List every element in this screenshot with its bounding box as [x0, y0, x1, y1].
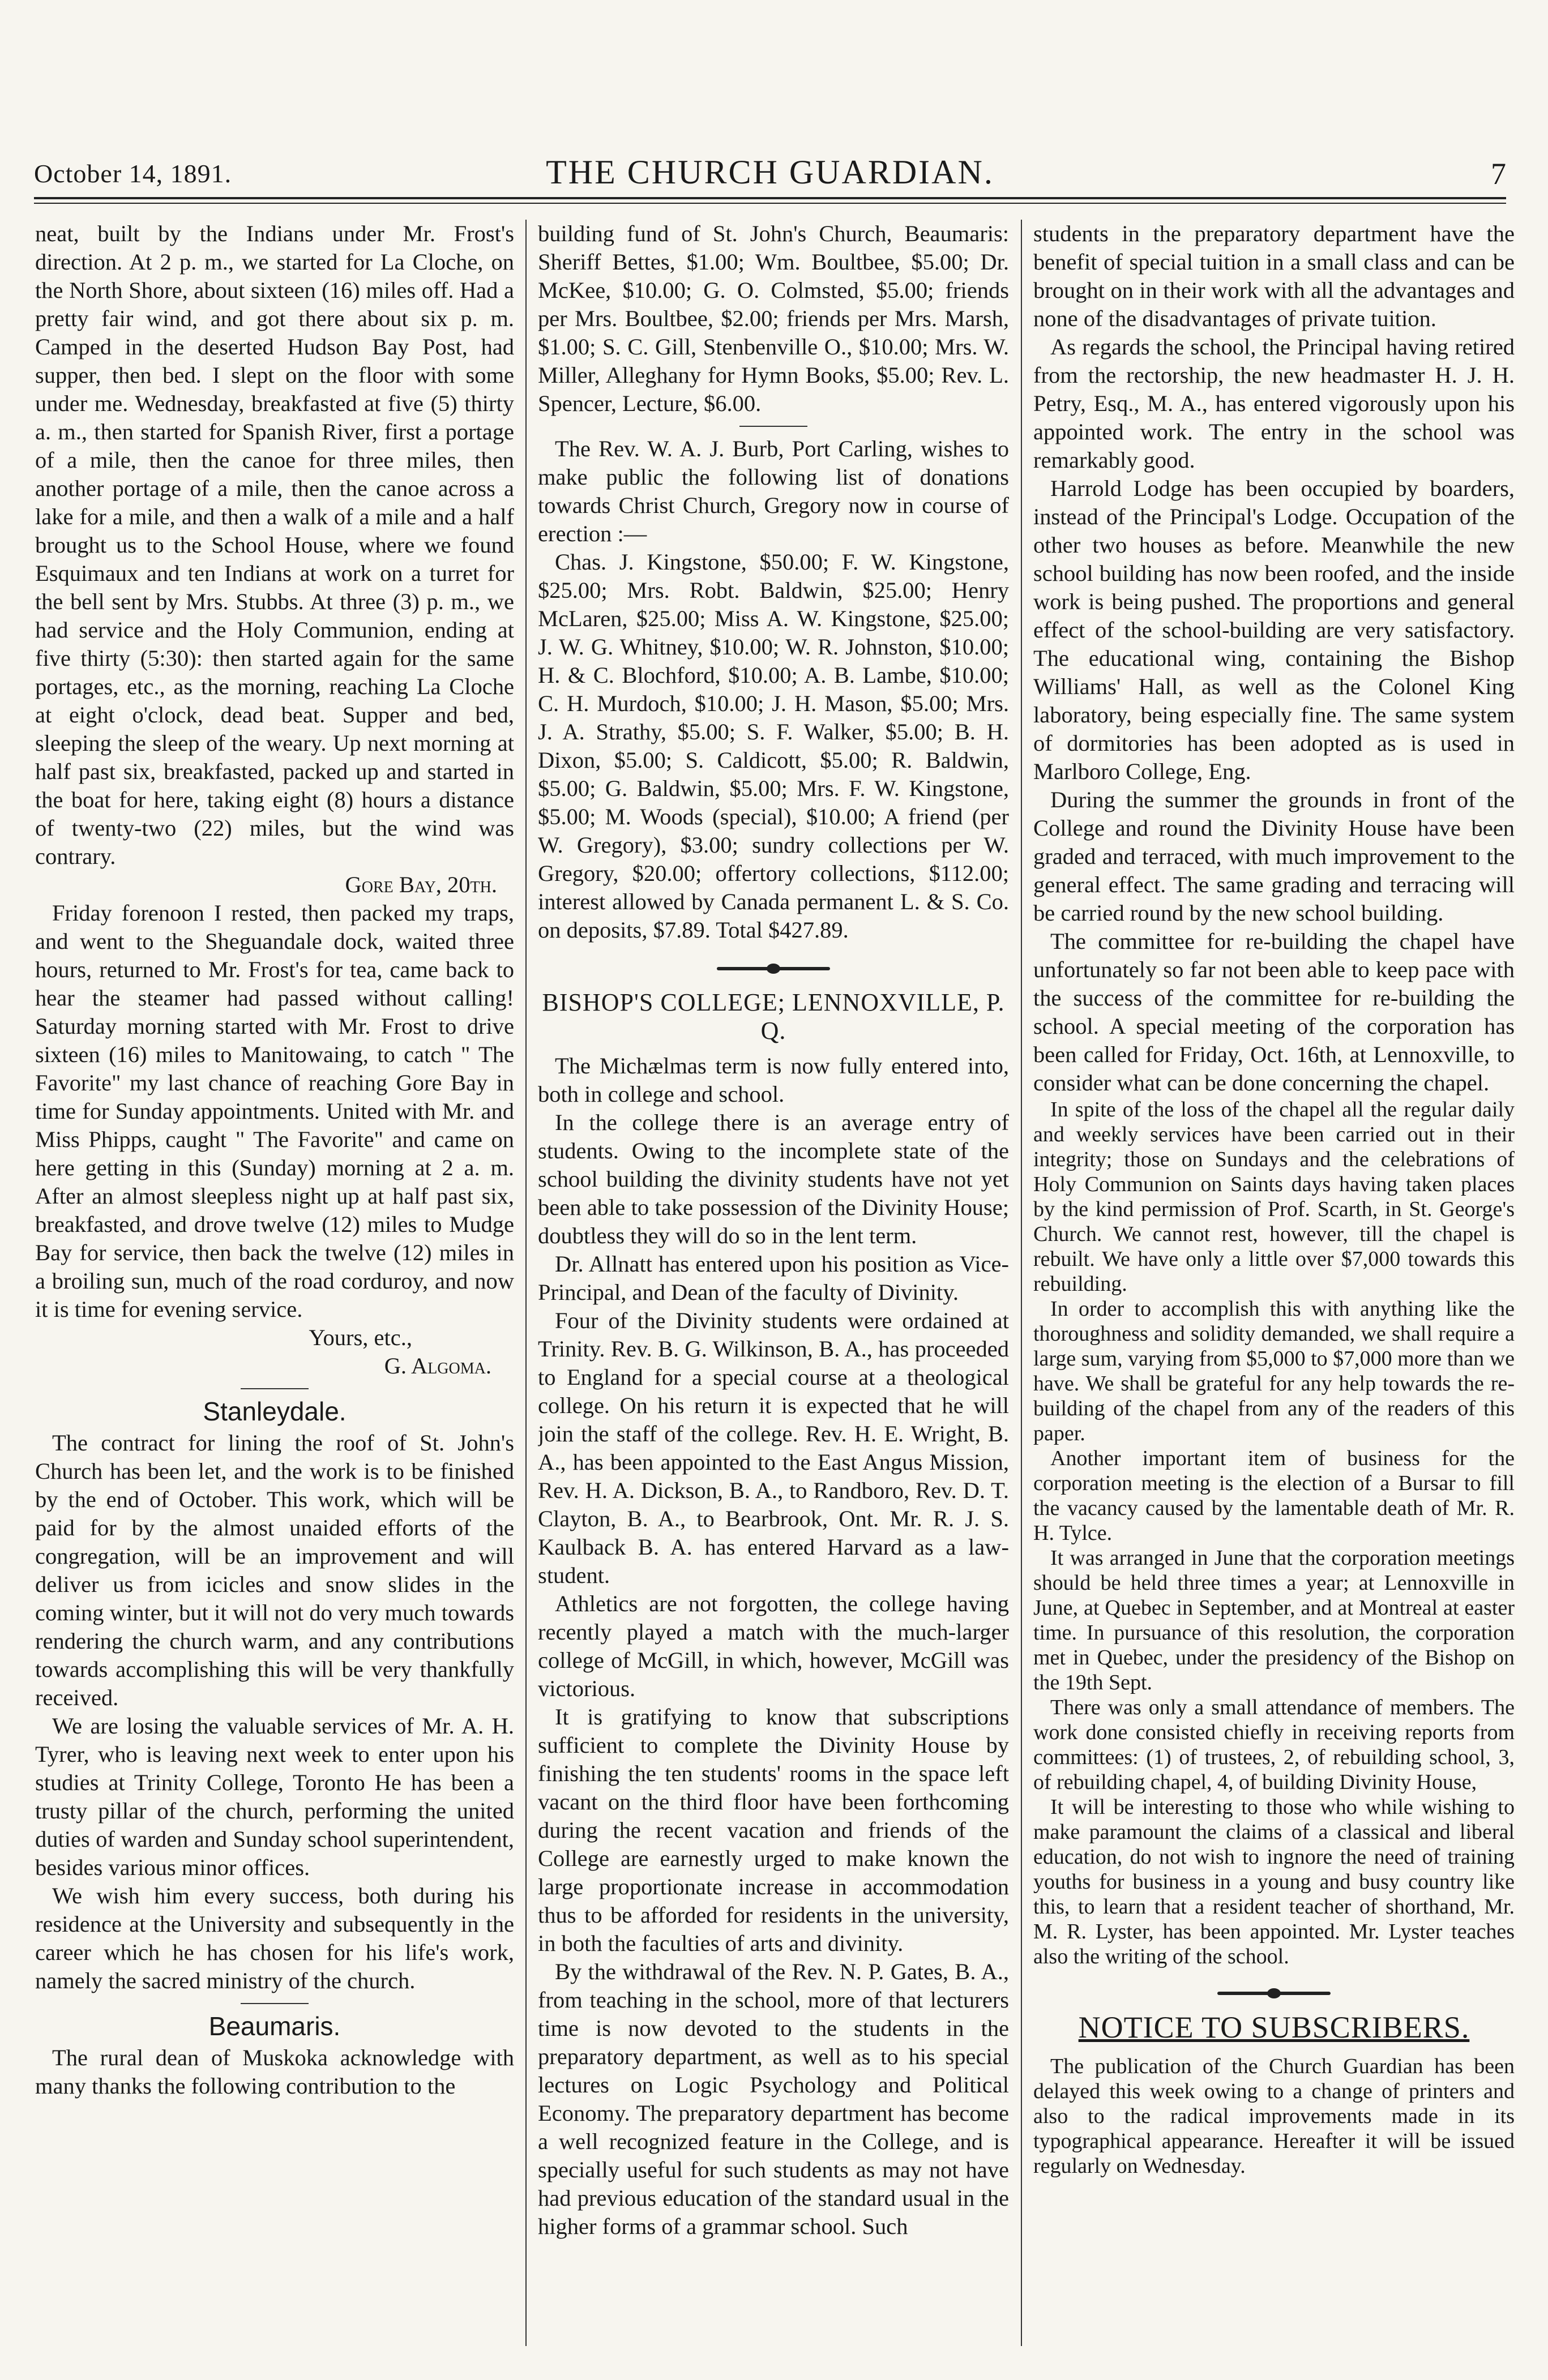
column-divider	[1021, 220, 1022, 2346]
column-3	[1033, 220, 1515, 2346]
column-divider	[525, 220, 527, 2346]
letter-paragraph: neat, built by the Indians under Mr. Frost's direction. At 2 p. m., we started for La Cloche, on the North Shore, about sixteen (16) miles off. Had a pretty fair wind, and got there about six p. m. Camped in the deserted Hudson Bay Post, had supper, then bed. I slept on the floor with some under me. Wednesday, breakfasted at five (5) thirty a. m., then started for Spanish River, first a portage of a mile, then the canoe for three miles, then another portage of a mile, then the canoe across a lake for a mile, and then a walk of a mile and a half brought us to the School House, where we found Esquimaux and ten Indians at work on a turret for the bell sent by Mrs. Stubbs. At three (3) p. m., we had service and the Holy Communion, ending at five thirty (5:30): then started again for the same portages, etc., as the morning, reaching La Cloche at eight o'clock, dead beat. Supper and bed, sleeping the sleep of the weary. Up next morning at half past six, breakfasted, packed up and started in the boat for here, taking eight (8) hours a distance of twenty-two (22) miles, but the wind was contrary.	[35, 221, 514, 869]
article-paragraph: Another important item of business for the corporation meeting is the election of a Bursar to fill the vacancy caused by the lamentable death of Mr. R. H. Tylce.	[1033, 1446, 1515, 1545]
article-paragraph: Harrold Lodge has been occupied by boarders, instead of the Principal's Lodge. Occupation of the other two houses as before. Meanwhile the new school building has now been roofed, and the inside work is being pushed. The proportions and general effect of the school-building are very satisfactory. The educational wing, containing the Bishop Williams' Hall, as well as the Colonel King laboratory, being especially fine. The same system of dormitories has been adopted as is used in Marlboro College, Eng.	[1033, 476, 1515, 784]
article-paragraph: In the college there is an average entry of students. Owing to the incomplete state of the school building the divinity students have not yet been able to take possession of the Divinity House; doubtless they will do so in the lent term.	[538, 1110, 1009, 1248]
article-paragraph: It will be interesting to those who while wishing to make paramount the claims of a classical and liberal education, do not wish to ingnore the need of training youths for business in a young and busy country like this, to learn that a resident teacher of shorthand, Mr. M. R. Lyster, has been appointed. Mr. Lyster teaches also the writing of the school.	[1033, 1795, 1515, 1968]
article-paragraph: The contract for lining the roof of St. John's Church has been let, and the work is to be finished by the end of October. This work, which will be paid for by the almost unaided efforts of the congregation, will be an improvement and will deliver us from icicles and snow slides in the coming winter, but it will not do very much towards rendering the church warm, and any contributions towards accomplishing this will be very thankfully received.	[35, 1430, 514, 1710]
article-paragraph: The Rev. W. A. J. Burb, Port Carling, wishes to make public the following list of donations towards Christ Church, Gregory now in course of erection :—	[538, 436, 1009, 546]
section-heading-beaumaris: Beaumaris.	[208, 2011, 341, 2041]
letter-closing: Yours, etc.,	[309, 1325, 412, 1350]
article-paragraph: It was arranged in June that the corporation meetings should be held three times a year; at Lennoxville in June, at Quebec in September, and at Montreal at easter time. In pursuance of this resolution, the corporation met in Quebec, under the presidency of the Bishop on the 19th Sept.	[1033, 1546, 1515, 1694]
article-paragraph: We wish him every success, both during his residence at the University and subsequently in the career which he has chosen for his life's work, namely the sacred ministry of the church.	[35, 1883, 514, 1993]
notice-paragraph: The publication of the Church Guardian has been delayed this week owing to a change of printers and also to the radical improvements made in its typographical appearance. Hereafter it will be issued regularly on Wednesday.	[1033, 2054, 1515, 2178]
section-heading-stanleydale: Stanleydale.	[203, 1397, 347, 1426]
article-paragraph: students in the preparatory department have the benefit of special tuition in a small class and can be brought on in their work with all the advantages and none of the disadvantages of private tuition.	[1033, 221, 1515, 331]
letter-paragraph: Friday forenoon I rested, then packed my traps, and went to the Sheguandale dock, waited three hours, returned to Mr. Frost's for tea, came back to hear the steamer had passed without calling! Saturday morning started with Mr. Frost to drive sixteen (16) miles to Manitowaing, to catch " The Favorite" my last chance of reaching Gore Bay in time for Sunday appointments. United with Mr. and Miss Phipps, caught " The Favorite" and came on here getting in this (Sunday) morning at 2 a. m. After an almost sleepless night up at half past six, breakfasted, and drove twelve (12) miles to Mudge Bay for service, then back the twelve (12) miles in a broiling sun, much of the road corduroy, and now it is time for evening service.	[35, 900, 514, 1322]
article-paragraph: Dr. Allnatt has entered upon his position as Vice-Principal, and Dean of the faculty of Divinity.	[538, 1251, 1009, 1305]
article-paragraph: During the summer the grounds in front of the College and round the Divinity House have been graded and terraced, with much improvement to the general effect. The same grading and terracing will be carried round by the new school building.	[1033, 787, 1515, 926]
column-2	[538, 220, 1009, 2346]
header-rule-thin	[34, 203, 1506, 204]
article-paragraph: Four of the Divinity students were ordained at Trinity. Rev. B. G. Wilkinson, B. A., has proceeded to England for a special course at a theological college. On his return it is expected that he will join the staff of the college. Rev. H. E. Wright, B. A., has been appointed to the East Angus Mission, Rev. H. A. Dickson, B. A., to Randboro, Rev. D. T. Clayton, B. A., to Bearbrook, Ont. Mr. R. J. S. Kaulback B. A. has entered Harvard as a law-student.	[538, 1308, 1009, 1588]
article-paragraph: In spite of the loss of the chapel all the regular daily and weekly services have been carried out in their integrity; those on Sundays and the celebrations of Holy Communion on Saints days having taken places by the kind permission of Prof. Scarth, in St. George's Church. We cannot rest, however, till the chapel is rebuilt. We have only a little over $7,000 towards this rebuilding.	[1033, 1098, 1515, 1296]
section-heading-bishops-college: BISHOP'S COLLEGE; LENNOXVILLE, P. Q.	[542, 988, 1005, 1045]
article-paragraph: We are losing the valuable services of Mr. A. H. Tyrer, who is leaving next week to enter upon his studies at Trinity College, Toronto He has been a trusty pillar of the church, performing the united duties of warden and Sunday school superintendent, besides various minor offices.	[35, 1713, 514, 1880]
article-paragraph: building fund of St. John's Church, Beaumaris: Sheriff Bettes, $1.00; Wm. Boultbee, $5.00; Dr. McKee, $10.00; G. O. Colmsted, $5.00; friends per Mrs. Boultbee, $2.00; friends per Mrs. Marsh, $1.00; S. C. Gill, Stenbenville O., $10.00; Mrs. W. Miller, Alleghany for Hymn Books, $5.00; Rev. L. Spencer, Lecture, $6.00.	[538, 221, 1009, 416]
donation-list: Chas. J. Kingstone, $50.00; F. W. Kingstone, $25.00; Mrs. Robt. Baldwin, $25.00; Henry McLaren, $25.00; Miss A. W. Kingstone, $25.00; J. W. G. Whitney, $10.00; W. R. Johnston, $10.00; H. & C. Blochford, $10.00; A. B. Lambe, $10.00; C. H. Murdoch, $10.00; J. H. Mason, $5.00; Mrs. J. A. Strathy, $5.00; S. F. Walker, $5.00; B. H. Dixon, $5.00; S. Caldicott, $5.00; R. Baldwin, $5.00; G. Baldwin, $5.00; Mrs. F. W. Kingstone, $5.00; M. Woods (special), $10.00; A friend (per W. Gregory), $3.00; sundry collections per W. Gregory, $20.00; offertory collections, $112.00; interest allowed by Canada permanent L. & S. Co. on deposits, $7.89. Total $427.89.	[538, 549, 1009, 943]
article-paragraph: The rural dean of Muskoka acknowledge with many thanks the following contribution to the	[35, 2045, 514, 2099]
dateline: Gore Bay, 20th.	[345, 872, 497, 897]
article-paragraph: Athletics are not forgotten, the college having recently played a match with the much-larger college of McGill, in which, however, McGill was victorious.	[538, 1591, 1009, 1701]
column-1	[35, 220, 514, 2346]
header-rule	[34, 197, 1506, 199]
ornament-divider	[538, 952, 1009, 981]
article-paragraph: In order to accomplish this with anything like the thoroughness and solidity demanded, we shall require a large sum, varying from $5,000 to $7,000 more than we have. We shall be grateful for any help towards the re-building of the chapel from any of the readers of this paper.	[1033, 1297, 1515, 1445]
letter-signature: G. Algoma.	[384, 1353, 491, 1379]
section-rule	[739, 426, 807, 427]
page-number: 7	[1491, 157, 1506, 191]
article-paragraph: As regards the school, the Principal having retired from the rectorship, the new headmaster H. J. H. Petry, Esq., M. A., has entered vigorously upon his appointed work. The entry in the school was remarkably good.	[1033, 334, 1515, 473]
article-paragraph: The Michælmas term is now fully entered into, both in college and school.	[538, 1053, 1009, 1107]
article-paragraph: It is gratifying to know that subscriptions sufficient to complete the Divinity House by finishing the ten students' rooms in the space left vacant on the third floor have been forthcoming during the recent vacation and friends of the College are earnestly urged to make known the large proportionate increase in accommodation thus to be afforded for residents in the university, in both the faculties of arts and divinity.	[538, 1704, 1009, 1956]
section-rule	[241, 1388, 309, 1389]
ornament-divider	[1033, 1977, 1515, 2005]
article-paragraph: The committee for re-building the chapel have unfortunately so far not been able to keep pace with the success of the committee for re-building the school. A special meeting of the corporation has been called for Friday, Oct. 16th, at Lennoxville, to consider what can be done concerning the chapel.	[1033, 928, 1515, 1095]
article-paragraph: There was only a small attendance of members. The work done consisted chiefly in receiving reports from committees: (1) of trustees, 2, of rebuilding school, 3, of rebuilding chapel, 4, of building Divinity House,	[1033, 1696, 1515, 1794]
newspaper-title: THE CHURCH GUARDIAN.	[546, 153, 994, 191]
masthead	[34, 153, 1506, 192]
section-rule	[241, 2003, 309, 2004]
section-heading-notice: NOTICE TO SUBSCRIBERS.	[1078, 2010, 1470, 2044]
article-paragraph: By the withdrawal of the Rev. N. P. Gates, B. A., from teaching in the school, more of that lecturers time is now devoted to the students in the preparatory department, as well as to his special lectures on Logic Psychology and Political Economy. The preparatory department has become a well recognized feature in the College, and is specially useful for such students as may not have had previous education of the standard usual in the higher forms of a grammar school. Such	[538, 1959, 1009, 2239]
issue-date: October 14, 1891.	[34, 159, 232, 188]
